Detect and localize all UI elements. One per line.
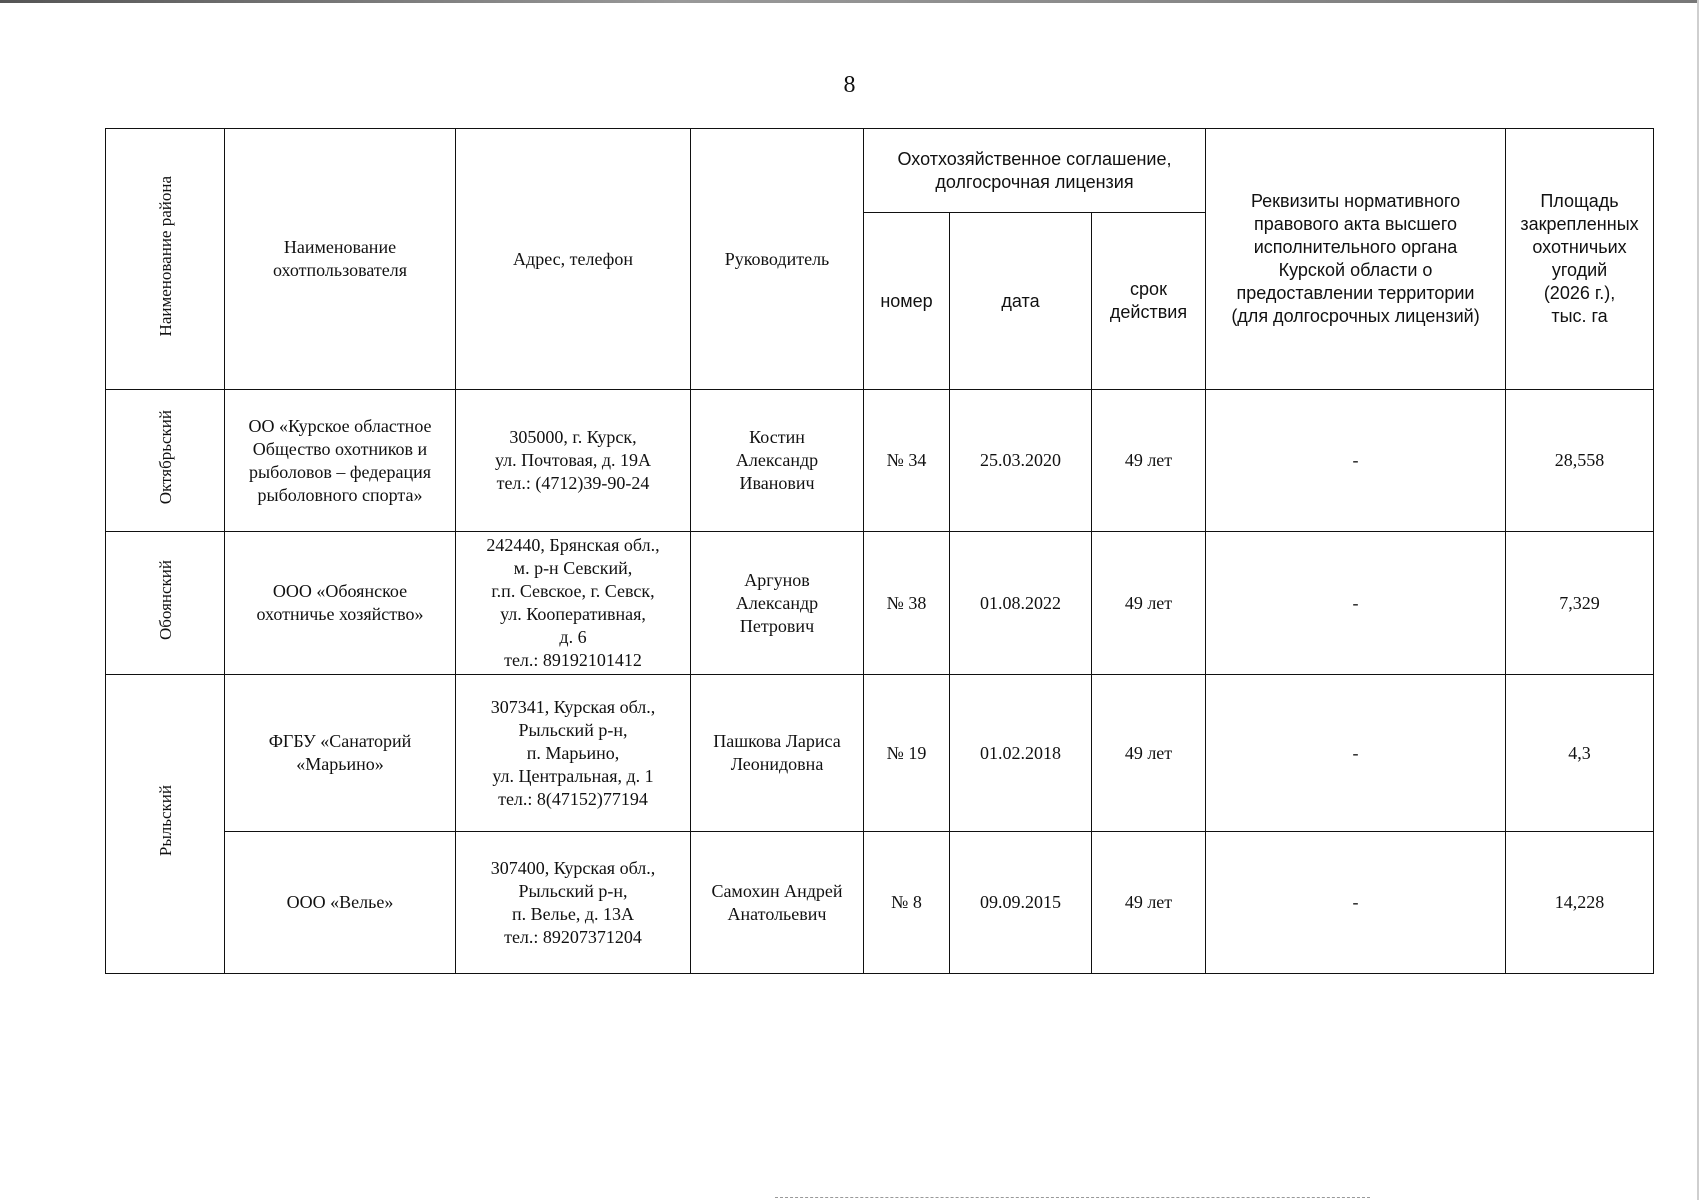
address-cell: 307400, Курская обл., Рыльский р-н, п. Велье, д. 13А тел.: 89207371204 xyxy=(456,832,691,974)
header-address: Адрес, телефон xyxy=(456,129,691,390)
table-row xyxy=(106,832,1654,974)
header-head: Руководитель xyxy=(691,129,864,390)
table-row xyxy=(106,390,1654,532)
table-row xyxy=(106,675,1654,832)
address-cell: 242440, Брянская обл., м. р-н Севский, г.п. Севское, г. Севск, ул. Кооперативная, д. 6 тел.: 89192101412 xyxy=(456,532,691,675)
header-term: срок действия xyxy=(1092,213,1206,390)
term-cell: 49 лет xyxy=(1092,390,1206,532)
number-cell: № 34 xyxy=(864,390,950,532)
bottom-scan-line xyxy=(775,1197,1370,1198)
header-date: дата xyxy=(950,213,1092,390)
date-cell: 09.09.2015 xyxy=(950,832,1092,974)
header-row-1 xyxy=(106,129,1654,213)
header-requisites: Реквизиты нормативного правового акта высшего исполнительного органа Курской области о предоставлении территории (для долгосрочных лицензий) xyxy=(1206,129,1506,390)
number-cell: № 19 xyxy=(864,675,950,832)
district-cell: Обоянский xyxy=(106,532,225,675)
header-agreement-group: Охотхозяйственное соглашение, долгосрочная лицензия xyxy=(864,129,1206,213)
area-cell: 14,228 xyxy=(1506,832,1654,974)
user-name-cell: ООО «Обоянское охотничье хозяйство» xyxy=(225,532,456,675)
district-cell: Октябрьский xyxy=(106,390,225,532)
term-cell: 49 лет xyxy=(1092,532,1206,675)
header-area: Площадь закрепленных охотничьих угодий (2026 г.), тыс. га xyxy=(1506,129,1654,390)
head-cell: Пашкова Лариса Леонидовна xyxy=(691,675,864,832)
term-cell: 49 лет xyxy=(1092,832,1206,974)
term-cell: 49 лет xyxy=(1092,675,1206,832)
page-number: 8 xyxy=(843,72,856,98)
user-name-cell: ФГБУ «Санаторий «Марьино» xyxy=(225,675,456,832)
area-cell: 7,329 xyxy=(1506,532,1654,675)
requisites-cell: - xyxy=(1206,832,1506,974)
date-cell: 01.08.2022 xyxy=(950,532,1092,675)
head-cell: Аргунов Александр Петрович xyxy=(691,532,864,675)
requisites-cell: - xyxy=(1206,675,1506,832)
date-cell: 25.03.2020 xyxy=(950,390,1092,532)
requisites-cell: - xyxy=(1206,390,1506,532)
header-number: номер xyxy=(864,213,950,390)
head-cell: Костин Александр Иванович xyxy=(691,390,864,532)
address-cell: 307341, Курская обл., Рыльский р-н, п. Марьино, ул. Центральная, д. 1 тел.: 8(47152)77194 xyxy=(456,675,691,832)
hunting-grounds-table xyxy=(105,128,1654,974)
address-cell: 305000, г. Курск, ул. Почтовая, д. 19А тел.: (4712)39-90-24 xyxy=(456,390,691,532)
user-name-cell: ОО «Курское областное Общество охотников и рыболовов – федерация рыболовного спорта» xyxy=(225,390,456,532)
header-district xyxy=(106,129,225,390)
number-cell: № 38 xyxy=(864,532,950,675)
header-user-name: Наименование охотпользователя xyxy=(225,129,456,390)
district-cell: Рыльский xyxy=(106,675,225,974)
table-row xyxy=(106,532,1654,675)
number-cell: № 8 xyxy=(864,832,950,974)
user-name-cell: ООО «Велье» xyxy=(225,832,456,974)
area-cell: 4,3 xyxy=(1506,675,1654,832)
date-cell: 01.02.2018 xyxy=(950,675,1092,832)
top-border-line xyxy=(0,0,1699,3)
area-cell: 28,558 xyxy=(1506,390,1654,532)
head-cell: Самохин Андрей Анатольевич xyxy=(691,832,864,974)
requisites-cell: - xyxy=(1206,532,1506,675)
header-district-label: Наименование района xyxy=(155,175,175,337)
